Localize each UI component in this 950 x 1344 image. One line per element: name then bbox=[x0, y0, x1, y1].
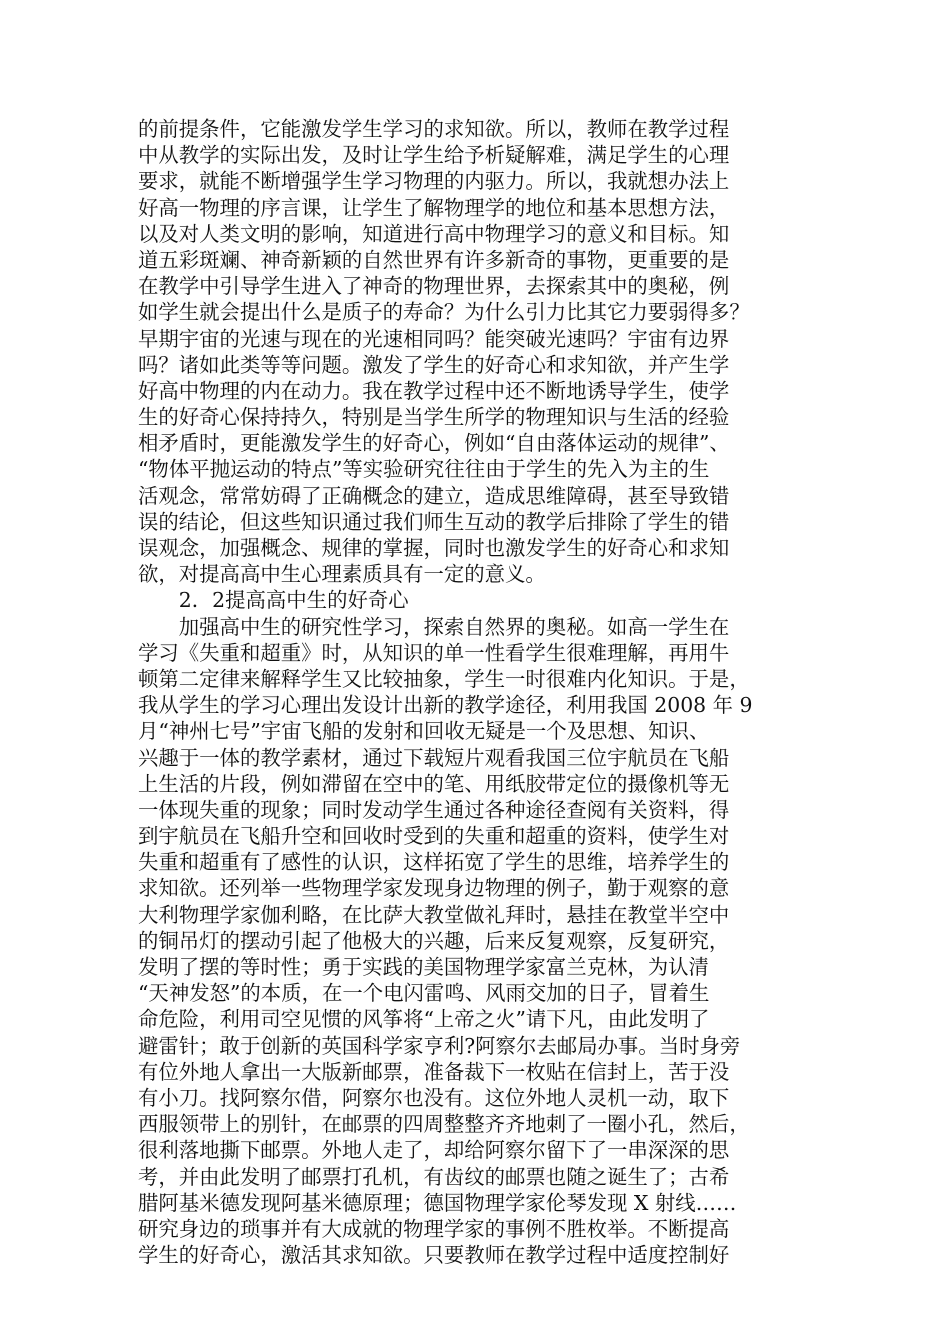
text-line: 误观念，加强概念、规律的掌握，同时也激发学生的好奇心和求知 bbox=[138, 536, 730, 560]
text-line: 避雷针；敢于创新的英国科学家亨利?阿察尔去邮局办事。当时身旁 bbox=[138, 1033, 741, 1058]
text-line: 早期宇宙的光速与现在的光速相同吗？能突破光速吗？宇宙有边界 bbox=[138, 326, 730, 351]
text-line: 发明了摆的等时性；勇于实践的美国物理学家富兰克林，为认清 bbox=[138, 955, 709, 979]
body-text bbox=[138, 116, 814, 1268]
text-line: “天神发怒”的本质，在一个电闪雷鸣、风雨交加的日子，冒着生 bbox=[138, 981, 710, 1006]
text-line: 的铜吊灯的摆动引起了他极大的兴趣，后来反复观察，反复研究， bbox=[138, 928, 730, 953]
text-line: 道五彩斑斓、神奇新颖的自然世界有许多新奇的事物，更重要的是 bbox=[138, 247, 730, 272]
text-line: 到宇航员在飞船升空和回收时受到的失重和超重的资料，使学生对 bbox=[138, 824, 730, 849]
text-line: 的前提条件，它能激发学生学习的求知欲。所以，教师在教学过程 bbox=[138, 117, 730, 141]
text-line: 大利物理学家伽利略，在比萨大教堂做礼拜时，悬挂在教堂半空中 bbox=[138, 902, 730, 927]
text-line: 要求，就能不断增强学生学习物理的内驱力。所以，我就想办法上 bbox=[138, 169, 730, 194]
text-line: 在教学中引导学生进入了神奇的物理世界，去探索其中的奥秘，例 bbox=[138, 274, 730, 299]
text-line: 求知欲。还列举一些物理学家发现身边物理的例子，勤于观察的意 bbox=[138, 876, 730, 901]
text-line: 以及对人类文明的影响，知道进行高中物理学习的意义和目标。知 bbox=[138, 221, 730, 246]
text-line: 命危险，利用司空见惯的风筝将“上帝之火”请下凡，由此发明了 bbox=[138, 1007, 710, 1032]
text-line: 有小刀。找阿察尔借，阿察尔也没有。这位外地人灵机一动，取下 bbox=[138, 1085, 730, 1110]
text-line: 欲，对提高高中生心理素质具有一定的意义。 bbox=[138, 562, 546, 587]
text-line: 吗？诸如此类等等问题。激发了学生的好奇心和求知欲，并产生学 bbox=[138, 352, 730, 377]
text-line: 有位外地人拿出一大版新邮票，准备裁下一枚贴在信封上，苦于没 bbox=[138, 1059, 730, 1084]
text-line: 月“神州七号”宇宙飞船的发射和回收无疑是一个及思想、知识、 bbox=[138, 719, 710, 744]
text-line: “物体平抛运动的特点”等实验研究往往由于学生的先入为主的生 bbox=[138, 457, 710, 482]
text-line: 学习《失重和超重》时，从知识的单一性看学生很难理解，再用牛 bbox=[138, 640, 730, 665]
text-line: 加强高中生的研究性学习，探索自然界的奥秘。如高一学生在 bbox=[138, 614, 730, 639]
text-line: 活观念，常常妨碍了正确概念的建立，造成思维障碍，甚至导致错 bbox=[138, 483, 730, 508]
text-line: 相矛盾时，更能激发学生的好奇心，例如“自由落体运动的规律”、 bbox=[138, 431, 730, 456]
text-line: 误的结论，但这些知识通过我们师生互动的教学后排除了学生的错 bbox=[138, 509, 730, 534]
text-line: 研究身边的琐事并有大成就的物理学家的事例不胜枚举。不断提高 bbox=[138, 1216, 730, 1241]
text-line: 西服领带上的别针，在邮票的四周整整齐齐地刺了一圈小孔，然后， bbox=[138, 1112, 750, 1137]
text-line: 如学生就会提出什么是质子的寿命？为什么引力比其它力要弱得多？ bbox=[138, 300, 750, 325]
text-line: 考，并由此发明了邮票打孔机，有齿纹的邮票也随之诞生了；古希 bbox=[138, 1164, 730, 1189]
text-line: 好高中物理的内在动力。我在教学过程中还不断地诱导学生，使学 bbox=[138, 378, 730, 403]
text-line: 上生活的片段，例如滞留在空中的笔、用纸胶带定位的摄像机等无 bbox=[138, 771, 730, 796]
text-line: 我从学生的学习心理出发设计出新的教学途径，利用我国 2008 年 9 bbox=[138, 693, 753, 718]
text-line: 中从教学的实际出发，及时让学生给予析疑解难，满足学生的心理 bbox=[138, 143, 730, 168]
text-line: 一体现失重的现象；同时发动学生通过各种途径查阅有关资料，得 bbox=[138, 797, 730, 822]
text-line: 生的好奇心保持持久，特别是当学生所学的物理知识与生活的经验 bbox=[138, 405, 730, 430]
text-line: 失重和超重有了感性的认识，这样拓宽了学生的思维，培养学生的 bbox=[138, 850, 730, 875]
text-line: 腊阿基米德发现阿基米德原理；德国物理学家伦琴发现 X 射线…… bbox=[138, 1190, 737, 1215]
text-line: 很利落地撕下邮票。外地人走了，却给阿察尔留下了一串深深的思 bbox=[138, 1138, 730, 1163]
text-line: 兴趣于一体的教学素材，通过下载短片观看我国三位宇航员在飞船 bbox=[138, 745, 730, 770]
text-line: 学生的好奇心，激活其求知欲。只要教师在教学过程中适度控制好 bbox=[138, 1243, 730, 1268]
text-line: 好高一物理的序言课，让学生了解物理学的地位和基本思想方法， bbox=[138, 195, 730, 220]
text-line: 顿第二定律来解释学生又比较抽象，学生一时很难内化知识。于是， bbox=[138, 666, 750, 691]
section-heading: 2．2提高高中生的好奇心 bbox=[138, 588, 409, 613]
